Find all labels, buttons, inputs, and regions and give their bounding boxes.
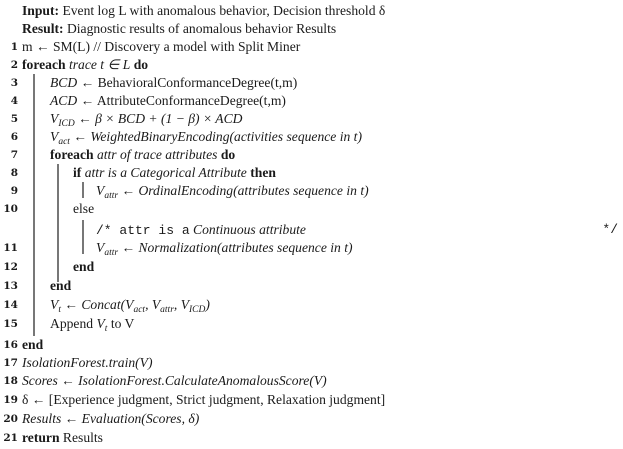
keyword-do: do bbox=[133, 57, 149, 72]
line-number: 15 bbox=[3, 318, 18, 330]
comment-italic: Continuous attribute bbox=[193, 222, 306, 237]
result-label: Result: bbox=[22, 21, 64, 36]
subscript: attr bbox=[160, 305, 174, 315]
comment-text: /* attr is a bbox=[96, 223, 190, 238]
result-text: Diagnostic results of anomalous behavior Results bbox=[66, 21, 337, 36]
bcd-var: BCD bbox=[50, 75, 78, 90]
line-number: 18 bbox=[3, 375, 18, 387]
line-number: 7 bbox=[10, 149, 18, 161]
keyword-end: end bbox=[50, 278, 72, 293]
var-v: V bbox=[50, 129, 59, 144]
line-number: 14 bbox=[3, 299, 18, 311]
keyword-else: else bbox=[73, 201, 95, 216]
keyword-return: return bbox=[22, 430, 60, 445]
line-text: ← BehavioralConformanceDegree(t,m) bbox=[80, 75, 298, 90]
keyword-then: then bbox=[250, 165, 276, 180]
indent-bar-outer bbox=[33, 74, 35, 336]
line-text: ← Concat(V bbox=[64, 297, 134, 312]
line-text: ← Normalization(attributes sequence in t) bbox=[121, 240, 353, 255]
keyword-foreach: foreach bbox=[22, 57, 66, 72]
line-text: ← AttributeConformanceDegree(t,m) bbox=[80, 93, 286, 108]
line-number: 1 bbox=[10, 41, 18, 53]
line-number: 10 bbox=[3, 203, 18, 215]
line-number: 20 bbox=[3, 413, 18, 425]
var-v: V bbox=[96, 316, 105, 331]
line-number: 4 bbox=[10, 95, 18, 107]
subscript: ICD bbox=[58, 119, 75, 129]
line-text: δ ← [Experience judgment, Strict judgment, Relaxation judgment] bbox=[22, 392, 386, 407]
input-label: Input: bbox=[22, 3, 60, 18]
var-v: V bbox=[96, 240, 105, 255]
line-number: 21 bbox=[3, 432, 18, 444]
loop-expr: t ∈ L bbox=[100, 57, 131, 72]
line-number: 5 bbox=[10, 113, 18, 125]
var-v: V bbox=[50, 111, 59, 126]
keyword-if: if bbox=[73, 165, 82, 180]
subscript: attr bbox=[104, 248, 119, 258]
line-text: ← β × BCD + (1 − β) × ACD bbox=[78, 111, 243, 126]
subscript: attr bbox=[104, 191, 119, 201]
line-text: IsolationForest.train(V) bbox=[22, 355, 153, 370]
line-number: 19 bbox=[3, 394, 18, 406]
line-text: ← OrdinalEncoding(attributes sequence in t) bbox=[121, 183, 369, 198]
subscript: t bbox=[104, 324, 108, 334]
subscript: act bbox=[58, 137, 70, 147]
comment-end: */ bbox=[602, 222, 618, 237]
indent-bar-if bbox=[82, 182, 84, 198]
line-text: Scores ← IsolationForest.CalculateAnomalousScore(V) bbox=[22, 373, 327, 388]
var-v: V bbox=[50, 297, 59, 312]
subscript: ICD bbox=[189, 305, 206, 315]
loop-expr: attr of trace attributes bbox=[96, 147, 218, 162]
line-number: 2 bbox=[10, 59, 18, 71]
condition: attr is a Categorical Attribute bbox=[84, 165, 247, 180]
line-text: ← WeightedBinaryEncoding(activities sequence in t) bbox=[73, 129, 362, 144]
keyword-end: end bbox=[22, 337, 44, 352]
loop-var-type: trace bbox=[68, 57, 97, 72]
input-text: Event log L with anomalous behavior, Decision threshold δ bbox=[62, 3, 386, 18]
line-number: 9 bbox=[10, 185, 18, 197]
line-number: 8 bbox=[10, 167, 18, 179]
line-text: m ← SM(L) // Discovery a model with Split Miner bbox=[22, 39, 301, 54]
line-number: 12 bbox=[3, 261, 18, 273]
line-text: Results bbox=[62, 430, 103, 445]
keyword-foreach: foreach bbox=[50, 147, 94, 162]
append-text: Append bbox=[50, 316, 94, 331]
var-v: V bbox=[96, 183, 105, 198]
line-number: 16 bbox=[3, 339, 18, 351]
line-text: Results ← Evaluation(Scores, δ) bbox=[22, 411, 200, 426]
keyword-do: do bbox=[220, 147, 236, 162]
acd-var: ACD bbox=[50, 93, 78, 108]
line-number: 11 bbox=[3, 242, 18, 254]
line-number: 13 bbox=[3, 280, 18, 292]
subscript: t bbox=[58, 305, 61, 315]
algorithm-block: Input: Event log L with anomalous behavior, Decision threshold δ Result: Diagnostic results of anomalous behavior Results 1 m ← SM(L) // Discovery a model with Split Miner 2 foreach trace t ∈ L do 3 BCD ← BehavioralConformanceDegree(t,m) 4 ACD ← AttributeConformanceDegree(t,m) 5 $V_{ICD}$ ← β × BCD + (1 − β) × ACD 6 $V_{act}$ ← WeightedBinaryEncoding(activities sequence in t) 7 foreach attr of trace attributes do 8 if attr is a Categorical Attribute then 9 $V_{attr}$ ← OrdinalEncoding(attributes sequence in t) 10 else /* attr is a Continuous attribute */ 11 $V_{attr}$ ← Normalization(attributes sequence in t) 12 end 13 end 14 $V_t$ ← $Concat(V_{act}$, $V_{attr}$, $V_{ICD}$) 15 Append $V_t$ to V 16 end 17 IsolationForest.train(V) 18 Scores ← IsolationForest.CalculateAnomalousScore(V) 19 δ ← [Experience judgment, Strict judgment, Relaxation judgment] 20 Results ← Evaluation(Scores, δ) 21 return Results bbox=[0, 0, 623, 448]
line-number: 17 bbox=[3, 357, 18, 369]
line-number: 6 bbox=[10, 131, 18, 143]
subscript: act bbox=[133, 305, 146, 315]
line-number: 3 bbox=[10, 77, 18, 89]
keyword-end: end bbox=[73, 259, 95, 274]
line-text: to V bbox=[110, 316, 135, 331]
